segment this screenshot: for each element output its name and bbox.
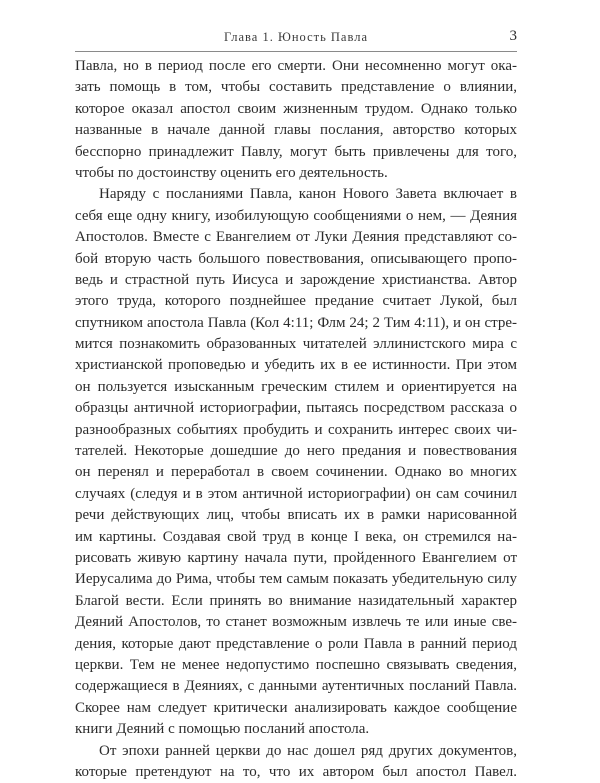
text-line: спутником апостола Павла (Кол 4:11; Флм 24; 2 Тим 4:11), и он стре- (75, 314, 517, 331)
text-line: рисовать живую картину начала пути, пройденного Евангелием от (75, 549, 517, 566)
text-line: бесспорно принадлежит Павлу, могут быть привлечены для того, (75, 143, 517, 160)
text-line: себя еще одну книгу, изобилующую сообщениями о нем, — Деяния (75, 207, 517, 224)
text-line: чтобы по достоинству оценить его деятельность. (75, 164, 388, 181)
text-line: этого труда, которого позднейшее предание считает Лукой, был (75, 293, 517, 310)
text-line: образцы античной историографии, пытаясь посредством рассказа о (75, 400, 517, 417)
text-line: разнообразных событиях пробудить и сохранить интерес своих чи- (75, 421, 517, 438)
text-line: зать помощь в том, чтобы составить представление о влиянии, (75, 79, 517, 96)
chapter-title: Глава 1. Юность Павла (223, 30, 369, 44)
text-line: ведь и страстной путь Иисуса и зарождение христианства. Автор (75, 271, 517, 288)
text-line: Иерусалима до Рима, чтобы тем самым показать убедительную силу (75, 571, 517, 588)
page-number: 3 (509, 28, 517, 44)
text-line: речи действующих лиц, чтобы вписать их в рамки нарисованной (75, 507, 517, 524)
running-header (75, 26, 517, 52)
text-line: содержащиеся в Деяниях, с данными аутентичных посланий Павла. (75, 678, 517, 695)
text-line: христианской проповедью и убедить их в ее истинности. При этом (75, 357, 517, 374)
text-line: книги Деяний с помощью посланий апостола. (75, 721, 370, 738)
text-line: бой вторую часть большого повествования, описывающего пропо- (75, 250, 517, 267)
text-line: Благой вести. Если принять во внимание назидательный характер (75, 592, 517, 609)
text-line: мится познакомить образованных читателей эллинистского мира с (75, 336, 517, 353)
text-line: он пользуется изысканным греческим стилем и ориентируется на (75, 378, 517, 395)
text-line: случаях (следуя и в этом античной историографии) он сам сочинил (75, 485, 517, 502)
text-line: которое оказал апостол своим жизненным трудом. Однако только (75, 100, 517, 117)
body-text (75, 56, 517, 783)
text-line: дения, которые дают представление о роли Павла в ранний период (75, 635, 517, 652)
text-line: Наряду с посланиями Павла, канон Нового Завета включает в (99, 186, 517, 203)
text-line: он перенял и переработал в своем сочинении. Однако во многих (75, 464, 517, 481)
text-line: Апостолов. Вместе с Евангелием от Луки Деяния представляют со- (75, 229, 517, 246)
text-line: церкви. Тем не менее недопустимо поспешно связывать сведения, (75, 656, 517, 673)
header-rule (75, 51, 517, 52)
text-line: тателей. Некоторые дошедшие до него предания и повествования (75, 443, 517, 460)
text-line: Скорее нам следует критически анализировать каждое сообщение (75, 699, 517, 716)
text-line: которые претендуют на то, что их автором был апостол Павел. (75, 763, 517, 780)
text-line: Павла, но в период после его смерти. Они несомненно могут ока- (75, 58, 517, 74)
text-line: им картины. Создавая свой труд в конце I века, он стремился на- (75, 528, 517, 545)
text-line: От эпохи ранней церкви до нас дошел ряд других документов, (99, 742, 517, 759)
text-line: Деяний Апостолов, то станет возможным извлечь те или иные све- (75, 614, 517, 631)
text-line: названные в начале данной главы послания, авторство которых (75, 122, 517, 139)
